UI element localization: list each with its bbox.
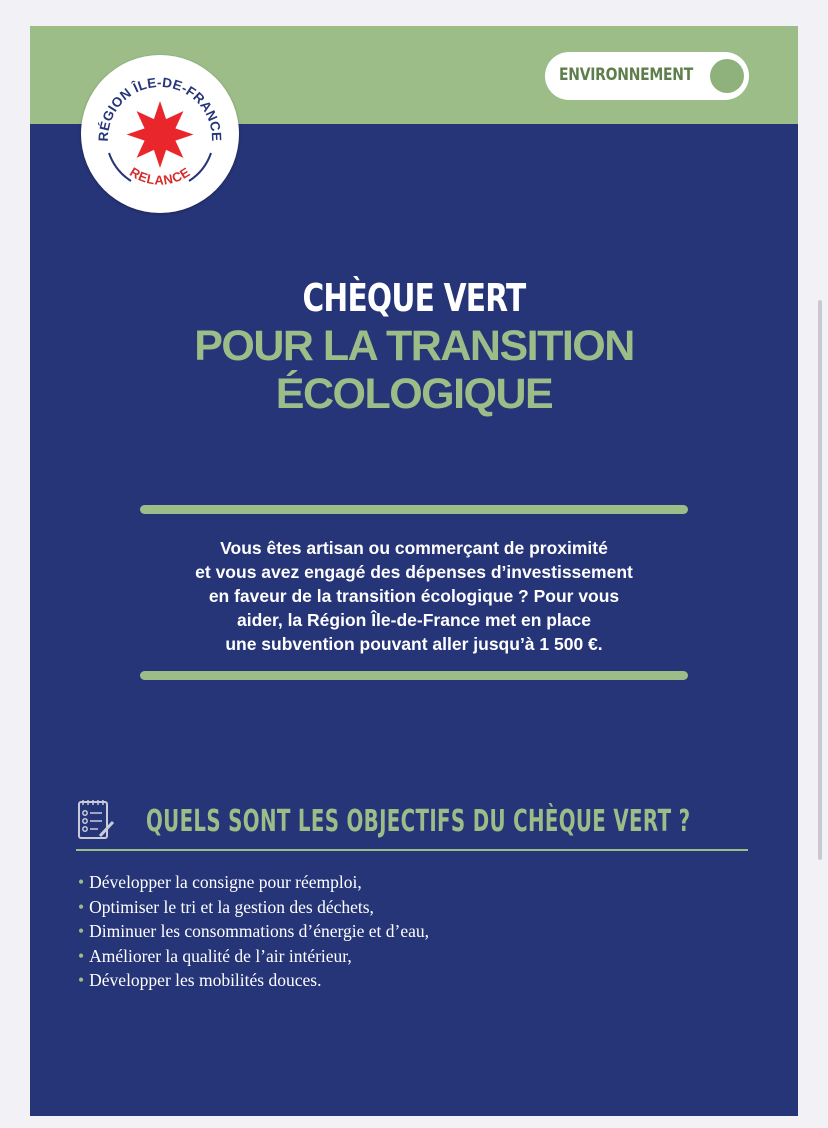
bullet: • — [78, 970, 85, 990]
bullet: • — [78, 896, 85, 917]
objective-text: Améliorer la qualité de l’air intérieur, — [89, 945, 352, 966]
list-item — [78, 870, 429, 895]
badge-graphic — [81, 55, 239, 213]
checklist-icon — [76, 798, 116, 842]
objective-text: Développer les mobilités douces. — [89, 970, 322, 990]
flyer-page — [30, 26, 798, 1116]
bullet: • — [78, 872, 85, 892]
divider-top — [140, 505, 688, 514]
title-line-2: POUR LA TRANSITION — [194, 322, 634, 370]
star-icon — [127, 101, 194, 168]
pill-dot — [710, 59, 744, 93]
intro-paragraph — [114, 536, 714, 656]
intro-line: Vous êtes artisan ou commerçant de proximité — [220, 538, 608, 558]
bullet: • — [78, 945, 85, 966]
category-label: ENVIRONNEMENT — [559, 65, 693, 85]
intro-line: aider, la Région Île-de-France met en place — [236, 610, 591, 630]
badge-bottom-text: RELANCE — [127, 164, 193, 188]
badge-top-text: RÉGION ÎLE-DE-FRANCE — [95, 74, 225, 142]
bullet: • — [78, 921, 85, 941]
list-item — [78, 895, 429, 920]
intro-line: une subvention pouvant aller jusqu’à 1 500 €. — [225, 634, 603, 654]
title-line-1: CHÈQUE VERT — [302, 276, 526, 320]
divider-bottom — [140, 671, 688, 680]
list-item — [78, 919, 429, 944]
category-pill — [545, 52, 749, 100]
intro-line: et vous avez engagé des dépenses d’investissement — [195, 562, 633, 582]
list-item — [78, 968, 429, 993]
objectives-list — [78, 870, 429, 993]
objective-text: Développer la consigne pour réemploi, — [89, 872, 362, 892]
objectives-header — [76, 796, 750, 852]
objectives-underline — [76, 849, 748, 851]
intro-line: en faveur de la transition écologique ? Pour vous — [208, 586, 620, 606]
objectives-heading: QUELS SONT LES OBJECTIFS DU CHÈQUE VERT ? — [146, 804, 691, 839]
page-scrollbar[interactable] — [818, 300, 822, 860]
list-item — [78, 944, 429, 969]
objective-text: Diminuer les consommations d’énergie et d’eau, — [89, 921, 429, 941]
objective-text: Optimiser le tri et la gestion des déchets, — [89, 896, 374, 917]
region-relance-badge — [81, 55, 239, 213]
title-line-3: ÉCOLOGIQUE — [275, 370, 553, 418]
